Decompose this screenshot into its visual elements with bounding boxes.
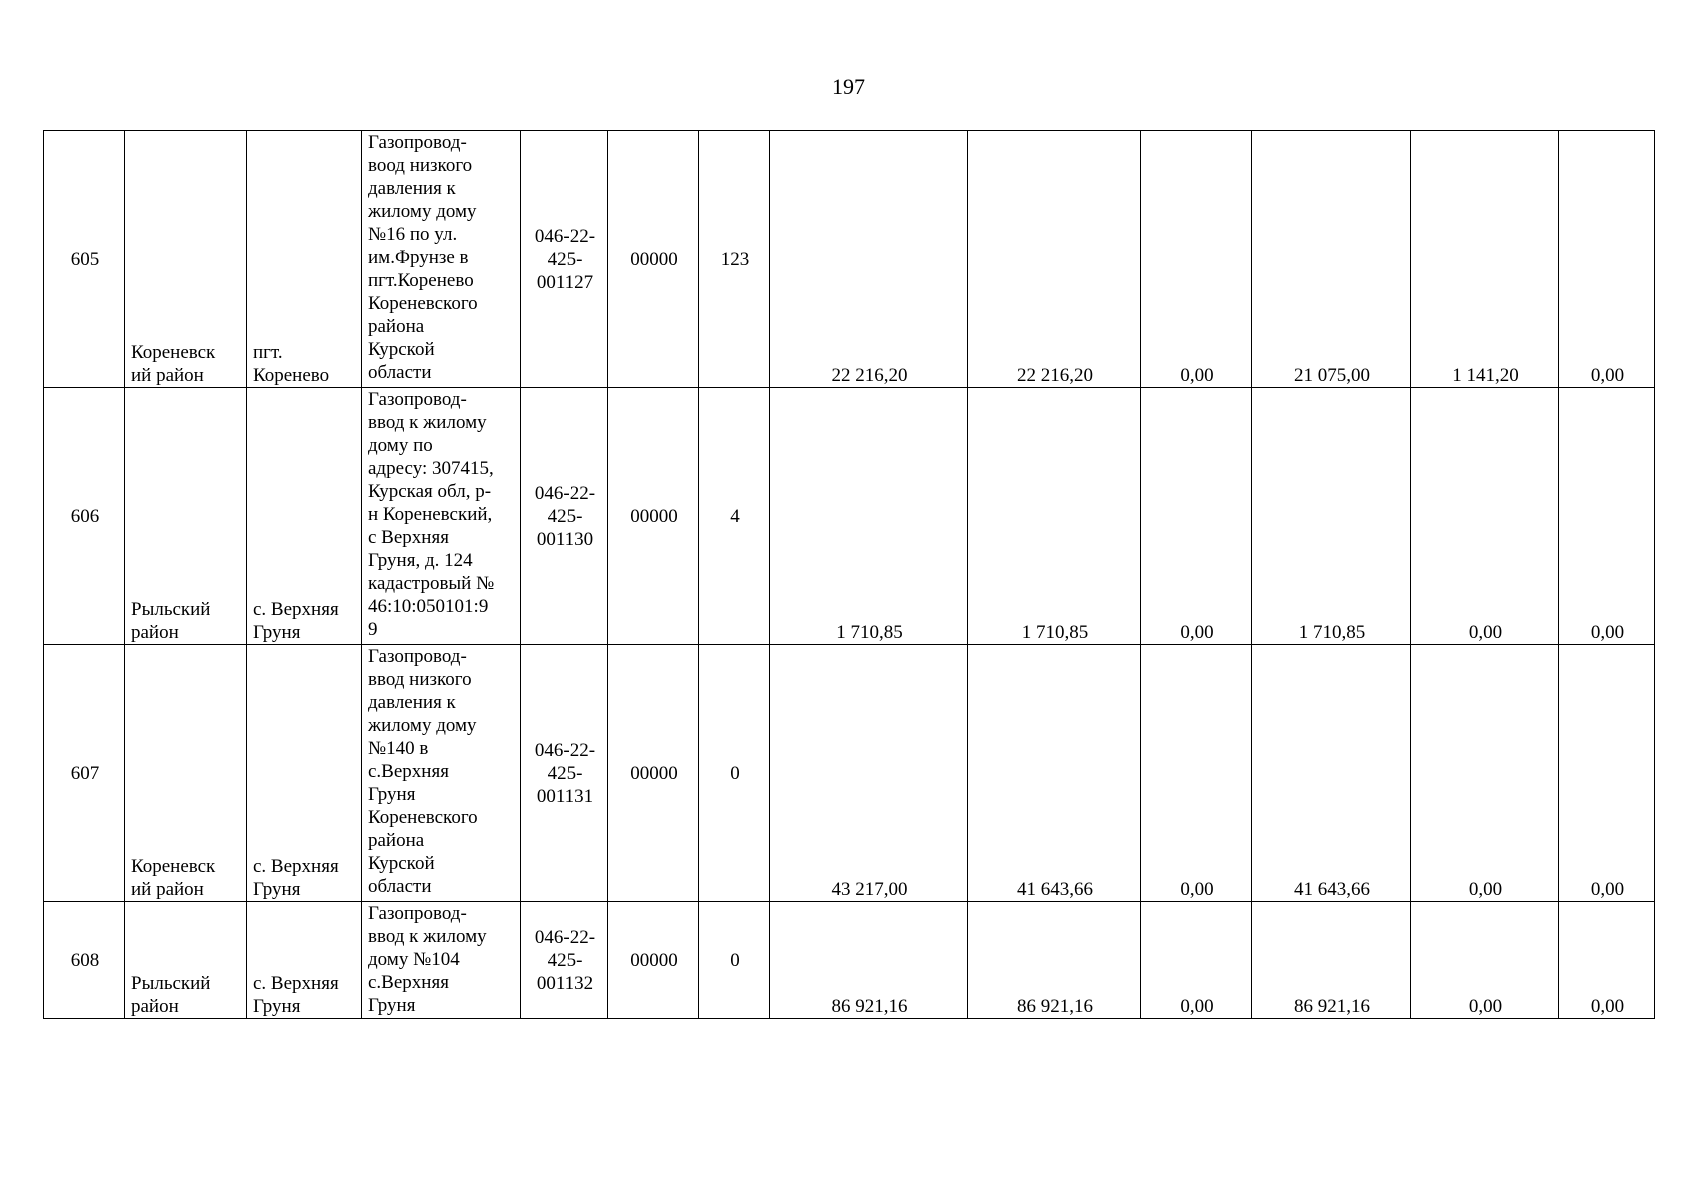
- district-cell-line: район: [131, 996, 179, 1017]
- object-description-cell-line: №16 по ул.: [368, 224, 458, 245]
- inventory-code-cell-line: 001131: [536, 785, 594, 807]
- settlement-cell-line: с. Верхняя: [253, 856, 339, 877]
- settlement-cell-line: Груня: [253, 622, 301, 643]
- settlement-cell: [247, 645, 362, 902]
- inventory-code-cell: [521, 131, 608, 388]
- quantity-cell: 0: [699, 902, 770, 1019]
- settlement-cell: [247, 902, 362, 1019]
- object-description-cell-line: давления к: [368, 692, 456, 713]
- object-description-cell: [362, 645, 521, 902]
- code-cell: 00000: [608, 645, 699, 902]
- object-description-cell-line: Курской: [368, 853, 435, 874]
- value-cell-6: 0,00: [1559, 645, 1655, 902]
- inventory-code-cell-line: 001132: [536, 972, 594, 994]
- district-cell-line: Рыльский: [131, 973, 211, 994]
- district-cell-line: район: [131, 622, 179, 643]
- object-description-cell-line: района: [368, 316, 425, 337]
- value-cell-5: 1 141,20: [1411, 131, 1559, 388]
- table-row: [44, 388, 1655, 645]
- inventory-code-cell-line: 046-22-: [534, 926, 596, 948]
- inventory-code-cell: [521, 902, 608, 1019]
- inventory-code-cell-line: 001130: [536, 528, 594, 550]
- value-cell-2: 41 643,66: [968, 645, 1141, 902]
- settlement-cell: [247, 388, 362, 645]
- inventory-code-cell-line: 425-: [547, 762, 583, 784]
- value-cell-2: 86 921,16: [968, 902, 1141, 1019]
- district-cell: [125, 388, 247, 645]
- object-description-cell-line: дому по: [368, 435, 433, 456]
- object-description-cell-line: Кореневского: [368, 293, 478, 314]
- object-description-cell-line: им.Фрунзе в: [368, 247, 469, 268]
- quantity-cell: 0: [699, 645, 770, 902]
- value-cell-1: 43 217,00: [770, 645, 968, 902]
- value-cell-6: 0,00: [1559, 388, 1655, 645]
- value-cell-5: 0,00: [1411, 388, 1559, 645]
- object-description-cell-line: дому №104: [368, 949, 460, 970]
- object-description-cell-line: Курская обл, р-: [368, 481, 492, 502]
- object-description-cell-line: Кореневского: [368, 807, 478, 828]
- value-cell-6: 0,00: [1559, 902, 1655, 1019]
- district-cell-line: Рыльский: [131, 599, 211, 620]
- row-number: 606: [44, 388, 125, 645]
- row-number: 607: [44, 645, 125, 902]
- table-body: [44, 131, 1655, 1019]
- value-cell-2: 1 710,85: [968, 388, 1141, 645]
- object-description-cell-line: с Верхняя: [368, 527, 449, 548]
- value-cell-3: 0,00: [1141, 388, 1252, 645]
- asset-table: [43, 130, 1655, 1019]
- value-cell-5: 0,00: [1411, 902, 1559, 1019]
- inventory-code-cell-line: 425-: [547, 505, 583, 527]
- object-description-cell-line: с.Верхняя: [368, 972, 449, 993]
- settlement-cell: [247, 131, 362, 388]
- inventory-code-cell-line: 425-: [547, 949, 583, 971]
- district-cell-line: Кореневск: [131, 342, 216, 363]
- inventory-code-cell-line: 425-: [547, 248, 583, 270]
- settlement-cell-line: Коренево: [253, 365, 330, 386]
- row-number: 608: [44, 902, 125, 1019]
- value-cell-4: 41 643,66: [1252, 645, 1411, 902]
- page-number: 197: [832, 74, 865, 99]
- district-cell-line: ий район: [131, 365, 204, 386]
- inventory-code-cell: [521, 388, 608, 645]
- value-cell-3: 0,00: [1141, 645, 1252, 902]
- value-cell-3: 0,00: [1141, 902, 1252, 1019]
- code-cell: 00000: [608, 388, 699, 645]
- object-description-cell-line: воод низкого: [368, 155, 473, 176]
- value-cell-4: 1 710,85: [1252, 388, 1411, 645]
- object-description-cell-line: жилому дому: [368, 715, 477, 736]
- row-number: 605: [44, 131, 125, 388]
- settlement-cell-line: пгт.: [253, 342, 283, 363]
- object-description-cell-line: Газопровод-: [368, 389, 467, 410]
- settlement-cell-line: с. Верхняя: [253, 599, 339, 620]
- object-description-cell-line: области: [368, 876, 432, 897]
- code-cell: 00000: [608, 902, 699, 1019]
- object-description-cell-line: района: [368, 830, 425, 851]
- object-description-cell-line: 9: [368, 619, 378, 640]
- district-cell: [125, 645, 247, 902]
- value-cell-5: 0,00: [1411, 645, 1559, 902]
- district-cell: [125, 131, 247, 388]
- table-row: [44, 902, 1655, 1019]
- object-description-cell: [362, 388, 521, 645]
- quantity-cell: 123: [699, 131, 770, 388]
- district-cell-line: ий район: [131, 879, 204, 900]
- table-row: [44, 645, 1655, 902]
- object-description-cell-line: давления к: [368, 178, 456, 199]
- code-cell: 00000: [608, 131, 699, 388]
- value-cell-6: 0,00: [1559, 131, 1655, 388]
- object-description-cell-line: ввод к жилому: [368, 926, 487, 947]
- value-cell-1: 22 216,20: [770, 131, 968, 388]
- object-description-cell-line: пгт.Коренево: [368, 270, 474, 291]
- object-description-cell: [362, 902, 521, 1019]
- object-description-cell-line: ввод к жилому: [368, 412, 487, 433]
- inventory-code-cell: [521, 645, 608, 902]
- value-cell-4: 21 075,00: [1252, 131, 1411, 388]
- settlement-cell-line: Груня: [253, 879, 301, 900]
- object-description-cell-line: Курской: [368, 339, 435, 360]
- district-cell-line: Кореневск: [131, 856, 216, 877]
- object-description-cell-line: ввод низкого: [368, 669, 472, 690]
- object-description-cell-line: с.Верхняя: [368, 761, 449, 782]
- value-cell-1: 86 921,16: [770, 902, 968, 1019]
- value-cell-2: 22 216,20: [968, 131, 1141, 388]
- value-cell-4: 86 921,16: [1252, 902, 1411, 1019]
- quantity-cell: 4: [699, 388, 770, 645]
- inventory-code-cell-line: 001127: [536, 271, 594, 293]
- settlement-cell-line: Груня: [253, 996, 301, 1017]
- inventory-code-cell-line: 046-22-: [534, 482, 596, 504]
- object-description-cell-line: Груня, д. 124: [368, 550, 473, 571]
- object-description-cell: [362, 131, 521, 388]
- object-description-cell-line: кадастровый №: [368, 573, 495, 594]
- object-description-cell-line: Груня: [368, 784, 416, 805]
- object-description-cell-line: Газопровод-: [368, 132, 467, 153]
- object-description-cell-line: области: [368, 362, 432, 383]
- object-description-cell-line: 46:10:050101:9: [368, 596, 489, 617]
- object-description-cell-line: Газопровод-: [368, 903, 467, 924]
- object-description-cell-line: н Кореневский,: [368, 504, 493, 525]
- value-cell-3: 0,00: [1141, 131, 1252, 388]
- object-description-cell-line: №140 в: [368, 738, 429, 759]
- object-description-cell-line: Газопровод-: [368, 646, 467, 667]
- object-description-cell-line: Груня: [368, 995, 416, 1016]
- district-cell: [125, 902, 247, 1019]
- object-description-cell-line: жилому дому: [368, 201, 477, 222]
- inventory-code-cell-line: 046-22-: [534, 225, 596, 247]
- inventory-code-cell-line: 046-22-: [534, 739, 596, 761]
- object-description-cell-line: адресу: 307415,: [368, 458, 494, 479]
- value-cell-1: 1 710,85: [770, 388, 968, 645]
- settlement-cell-line: с. Верхняя: [253, 973, 339, 994]
- table-row: [44, 131, 1655, 388]
